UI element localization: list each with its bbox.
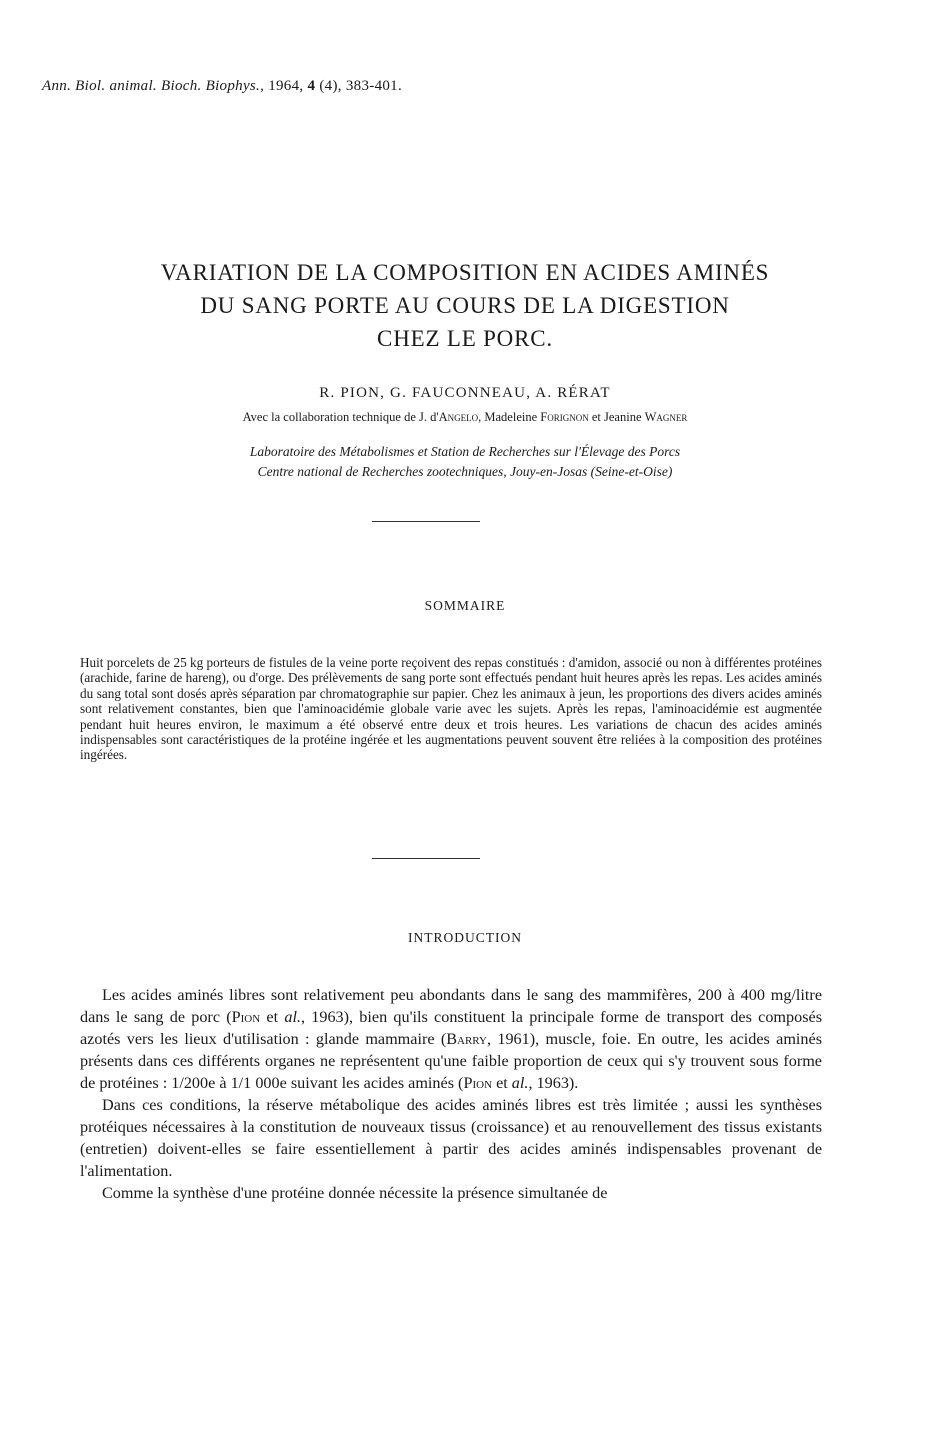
citation-journal: Ann. Biol. animal. Bioch. Biophys., xyxy=(42,78,265,94)
collab-mid-2: et Jeanine xyxy=(588,410,645,424)
title-line-2: DU SANG PORTE AU COURS DE LA DIGESTION xyxy=(200,293,730,318)
intro-p1-text: , 1963). xyxy=(528,1074,579,1092)
intro-paragraph-3: Comme la synthèse d'une protéine donnée nécessite la présence simultanée de xyxy=(102,1184,608,1202)
introduction-heading: INTRODUCTION xyxy=(408,930,522,945)
collaboration-credit xyxy=(0,410,930,425)
intro-p1-text: Les acides aminés libres sont relativement peu abondants dans le sang des mammifères, 200 à 400 mg/litre dans le sang de porc ( xyxy=(80,986,822,1026)
intro-paragraph-1 xyxy=(80,984,822,1094)
citation-year: 1964, xyxy=(268,78,304,94)
collab-mid-1: , Madeleine xyxy=(478,410,541,424)
reference-author: Pion xyxy=(463,1074,493,1092)
introduction-body xyxy=(80,984,822,1204)
intro-p1-text: et xyxy=(260,1008,285,1026)
reference-etal: al. xyxy=(511,1074,529,1092)
collab-name-1: Angelo xyxy=(438,410,479,424)
collab-name-2: Forignon xyxy=(540,410,589,424)
separator-rule xyxy=(372,858,480,859)
citation xyxy=(42,78,402,95)
collab-name-3: Wagner xyxy=(644,410,688,424)
intro-p1-text: , 1961), muscle, foie. En outre, les acides aminés présents dans ces différents organes ne représentent qu'une faible proportion de ceux qui s'y trouvent sous forme de protéines : 1/200e à 1/1 000e suivant les acides aminés ( xyxy=(80,1030,822,1092)
reference-etal: al. xyxy=(284,1008,301,1026)
affiliation xyxy=(0,442,930,482)
collab-prefix: Avec la collaboration technique de J. d' xyxy=(242,410,439,424)
affiliation-line-2: Centre national de Recherches zootechniques, Jouy-en-Josas (Seine-et-Oise) xyxy=(257,464,673,479)
citation-volume: 4 xyxy=(307,78,316,94)
citation-issue-pages: (4), 383-401. xyxy=(319,78,403,94)
reference-author: Pion xyxy=(231,1008,261,1026)
intro-p1-text: , 1963), bien qu'ils constituent la principale forme de transport des composés azotés vers les lieux d'utilisation : glande mammaire ( xyxy=(80,1008,822,1048)
intro-paragraph-2: Dans ces conditions, la réserve métabolique des acides aminés libres est très limitée ; aussi les synthèses protéiques nécessaires à la constitution de nouveaux tissus (croissance) et au renouvellement des tissus existants (entretien) doivent-elles se faire essentiellement à partir des acides aminés indispensables provenant de l'alimentation. xyxy=(80,1096,822,1180)
affiliation-line-1: Laboratoire des Métabolismes et Station de Recherches sur l'Élevage des Porcs xyxy=(249,444,681,459)
article-title xyxy=(40,256,890,355)
reference-author: Barry xyxy=(446,1030,487,1048)
title-line-3: CHEZ LE PORC. xyxy=(377,326,553,351)
summary-text: Huit porcelets de 25 kg porteurs de fistules de la veine porte reçoivent des repas constitués : d'amidon, associé ou non à différentes protéines (arachide, farine de hareng), ou d'orge. Des prélèvements de sang porte sont effectués pendant huit heures après les repas. Les acides aminés du sang total sont dosés après séparation par chromatographie sur papier. Chez les animaux à jeun, les proportions des divers acides aminés sont relativement constantes, bien que l'aminoacidémie globale varie avec les sujets. Après les repas, l'aminoacidémie est augmentée pendant huit heures environ, le maximum a été observé entre deux et trois heures. Les variations de chacun des acides aminés indispensables sont caractéristiques de la protéine ingérée et les augmentations peuvent souvent être reliées à la composition des protéines ingérées. xyxy=(80,655,822,763)
title-line-1: VARIATION DE LA COMPOSITION EN ACIDES AMINÉS xyxy=(160,260,770,285)
separator-rule xyxy=(372,521,480,522)
authors: R. PION, G. FAUCONNEAU, A. RÉRAT xyxy=(319,385,611,401)
intro-p1-text: et xyxy=(492,1074,512,1092)
summary-heading: SOMMAIRE xyxy=(424,598,506,613)
